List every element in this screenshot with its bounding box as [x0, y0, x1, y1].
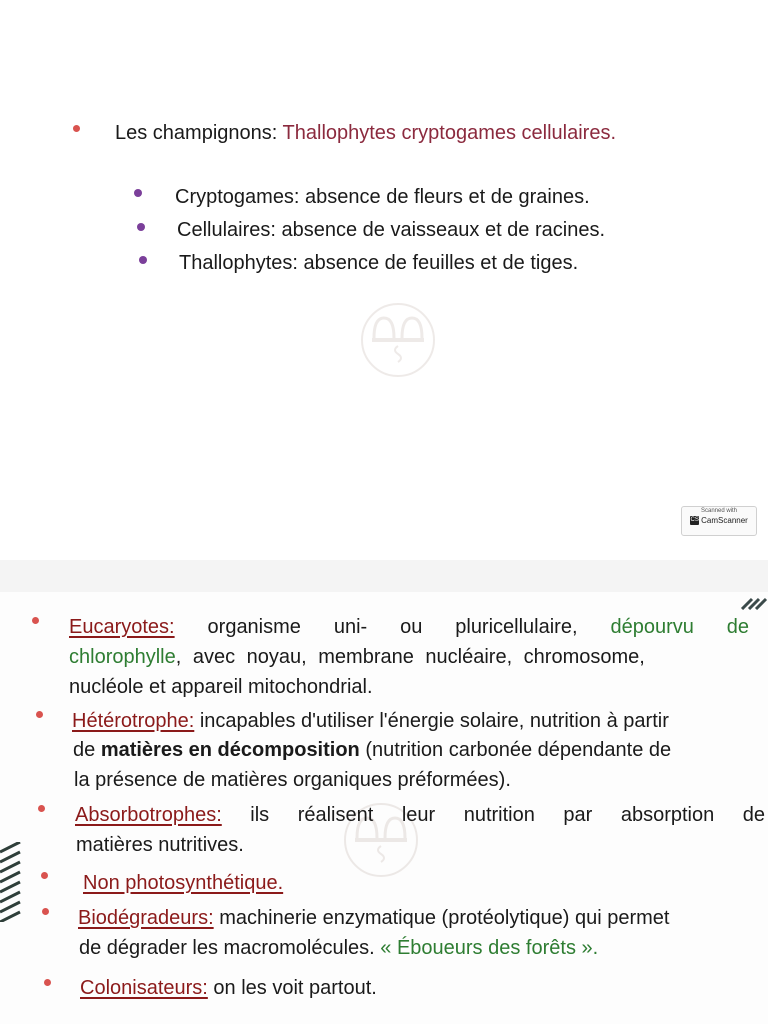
- biodegradeurs-term: Biodégradeurs:: [78, 907, 214, 929]
- heterotrophe-text-pre: de: [73, 739, 96, 761]
- main-bullet-accent: Thallophytes cryptogames cellulaires: [282, 122, 611, 144]
- main-bullet-period: .: [610, 122, 617, 144]
- bullet-dot: [42, 908, 49, 915]
- biodegradeurs-text: machinerie enzymatique (protéolytique) qui permet: [219, 907, 670, 929]
- colonisateurs-term: Colonisateurs:: [80, 977, 208, 999]
- eucaryotes-term: Eucaryotes:: [69, 616, 175, 638]
- colonisateurs-text: on les voit partout.: [213, 977, 377, 999]
- heterotrophe-line-1: [72, 709, 669, 733]
- main-bullet-dot: [73, 125, 80, 132]
- absorbotrophes-line-1: [75, 803, 765, 827]
- heterotrophe-line-2: [73, 738, 671, 762]
- sub-bullet-text: Cryptogames: absence de fleurs et de graines.: [175, 186, 590, 208]
- eucaryotes-line-3: nucléole et appareil mitochondrial.: [69, 676, 373, 698]
- heterotrophe-text: incapables d'utiliser l'énergie solaire, nutrition à partir: [199, 710, 669, 732]
- biodegradeurs-green-text: « Éboueurs des forêts ».: [380, 937, 599, 959]
- sub-bullet-text: Cellulaires: absence de vaisseaux et de racines.: [177, 219, 606, 241]
- corner-stripes-icon: [740, 596, 768, 610]
- camscanner-caption: Scanned with: [700, 508, 738, 514]
- heterotrophe-bold: matières en décomposition: [100, 739, 360, 761]
- bullet-dot: [44, 979, 51, 986]
- bullet-dot: [36, 711, 43, 718]
- eucaryotes-green-text: dépourvu de: [610, 616, 750, 638]
- eucaryotes-green-text-2: chlorophylle: [69, 646, 176, 668]
- sub-bullet-text: Thallophytes: absence de feuilles et de tiges.: [179, 252, 579, 274]
- absorbotrophes-term: Absorbotrophes:: [75, 804, 222, 826]
- watermark-emblem-icon: [352, 288, 444, 380]
- camscanner-name: CamScanner: [701, 516, 748, 525]
- camscanner-logo-icon: CS: [690, 517, 699, 523]
- main-bullet-lead: Les champignons:: [115, 122, 278, 144]
- absorbotrophes-text: ils réalisent leur nutrition par absorption de: [250, 804, 765, 826]
- bullet-dot: [32, 617, 39, 624]
- bullet-dot: [38, 805, 45, 812]
- eucaryotes-text-2: , avec noyau, membrane nucléaire, chromosome,: [175, 646, 645, 668]
- absorbotrophes-line-2: matières nutritives.: [76, 834, 244, 856]
- non-photo-line: [83, 871, 283, 895]
- eucaryotes-line-1: [69, 615, 749, 639]
- non-photo-term: Non photosynthétique.: [83, 872, 284, 894]
- slide-bottom: [0, 592, 768, 1024]
- sub-bullet-dot: [134, 189, 142, 197]
- biodegradeurs-line-1: [78, 906, 669, 930]
- biodegradeurs-line-2: [79, 936, 598, 960]
- side-stripes-icon: [0, 842, 22, 922]
- heterotrophe-term: Hétérotrophe:: [72, 710, 195, 732]
- eucaryotes-text: organisme uni- ou pluricellulaire,: [207, 616, 578, 638]
- sub-bullet-dot: [139, 256, 147, 264]
- sub-bullet-dot: [137, 223, 145, 231]
- heterotrophe-text-post: (nutrition carbonée dépendante de: [365, 739, 672, 761]
- watermark-emblem-icon: [335, 788, 427, 880]
- heterotrophe-line-3: la présence de matières organiques préformées).: [74, 769, 511, 791]
- colonisateurs-line: [80, 976, 377, 1000]
- eucaryotes-line-2: [69, 645, 749, 669]
- biodegradeurs-text-2: de dégrader les macromolécules.: [79, 937, 375, 959]
- bullet-dot: [41, 872, 48, 879]
- main-bullet-text: [115, 121, 616, 145]
- page-gap: [0, 560, 768, 592]
- camscanner-badge: [681, 506, 757, 536]
